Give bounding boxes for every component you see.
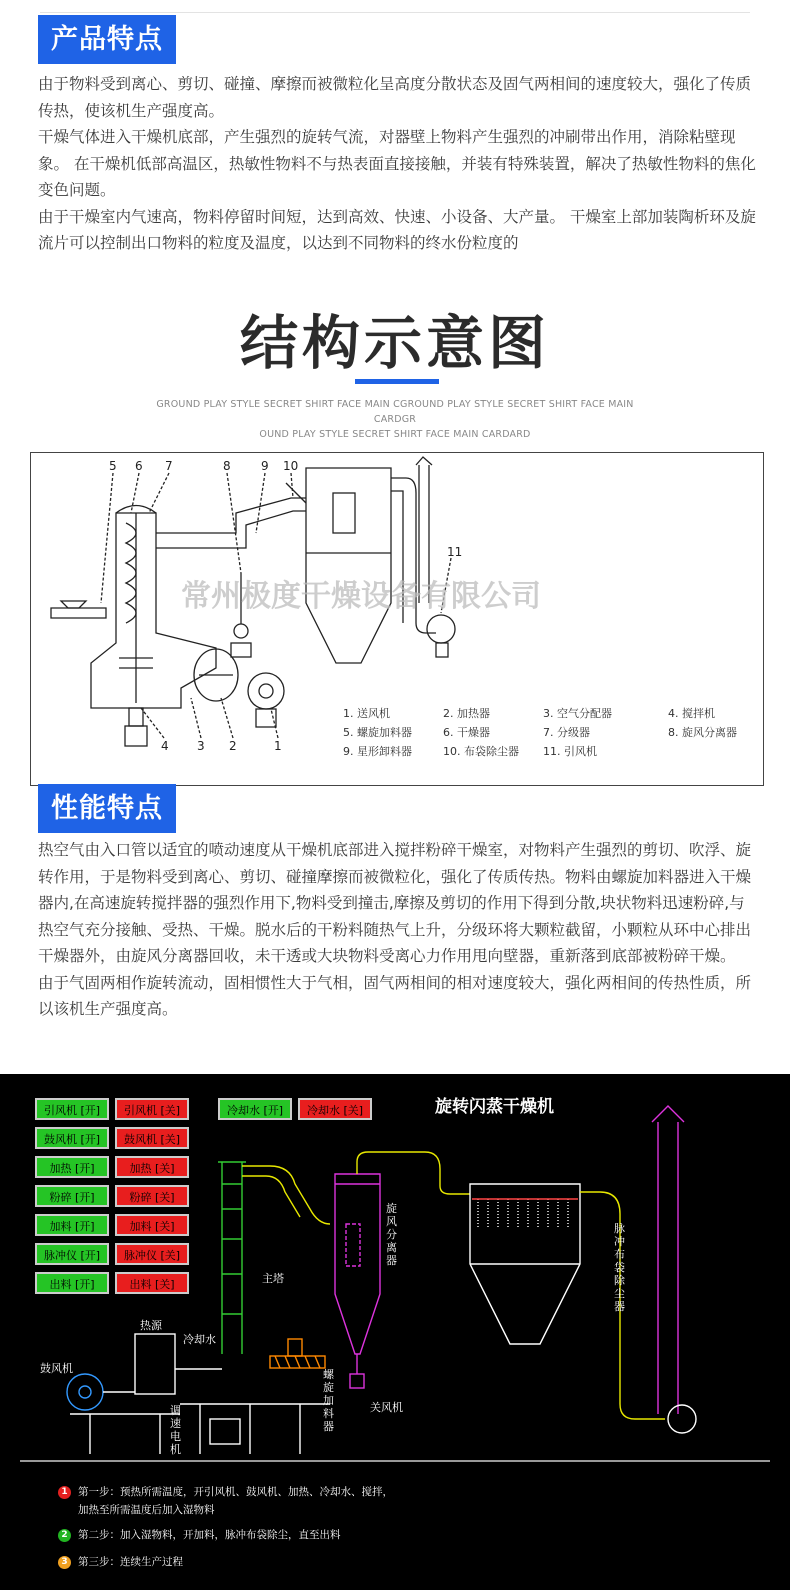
structure-subtitle: [150, 397, 640, 442]
blower-label: 鼓风机: [40, 1362, 73, 1375]
air-lock-label: 关风机: [370, 1401, 403, 1414]
legend-item: 11. 引风机: [543, 745, 597, 758]
legend-item: 7. 分级器: [543, 726, 590, 739]
feed-on-button[interactable]: 加料 [开]: [35, 1214, 109, 1236]
performance-paragraph: 由于气固两相作旋转流动，固相惯性大于气相，固气两相间的相对速度较大，强化两相间的传热性质，所以该机生产强度高。: [38, 973, 752, 1018]
structure-title: 结构示意图: [239, 309, 550, 377]
subtitle-line: GROUND PLAY STYLE SECRET SHIRT FACE MAIN CGROUND PLAY STYLE SECRET SHIRT FACE MAIN CARDGR: [156, 399, 634, 425]
features-paragraph: 干燥气体进入干燥机底部，产生强烈的旋转气流，对器壁上物料产生强烈的冲刷带出作用，消除粘壁现象。 在干燥机低部高温区，热敏性物料不与热表面直接接触，并装有特殊装置，解决了热敏性物料的焦化变色问题。: [38, 128, 756, 199]
legend-item: 5. 螺旋加料器: [343, 726, 412, 739]
fan-on-button[interactable]: 引风机 [开]: [35, 1098, 109, 1120]
top-divider: [40, 12, 750, 13]
screw-feeder-label: 螺旋加料器: [323, 1368, 334, 1433]
callout-2: 2: [229, 739, 237, 753]
legend-item: 3. 空气分配器: [543, 707, 612, 720]
performance-paragraph: 热空气由入口管以适宜的喷动速度从干燥机底部进入搅拌粉碎干燥室，对物料产生强烈的剪切、吹浮、旋转作用，于是物料受到离心、剪切、碰撞摩擦而被微粒化，强化了传质传热。物料由螺旋加料器进入干燥器内,在高速旋转搅拌器的强烈作用下,物料受到撞击,摩擦及剪切的作用下得到分散,块状物料迅速粉碎,与热空气充分接触、受热、干燥。脱水后的干粉料随热气上升，分级环将大颗粒截留，小颗粒从环中心排出干燥器外，由旋风分离器回收，未干透或大块物料受离心力作用甩向壁器，重新落到底部被粉碎干燥。: [38, 841, 752, 965]
step-1-text: 第一步：预热所需温度，开引风机、鼓风机、加热、冷却水、搅拌，: [78, 1486, 393, 1498]
legend-item: 8. 旋风分离器: [668, 726, 737, 739]
legend-item: 9. 星形卸料器: [343, 745, 412, 758]
crush-on-button[interactable]: 粉碎 [开]: [35, 1185, 109, 1207]
cooling-on-button[interactable]: 冷却水 [开]: [218, 1098, 292, 1120]
heat-source-label: 热源: [140, 1319, 162, 1332]
callout-1: 1: [274, 739, 282, 753]
watermark: 常州极度干燥设备有限公司: [181, 579, 541, 614]
legend-item: 10. 布袋除尘器: [443, 745, 519, 758]
callout-6: 6: [135, 459, 143, 473]
step-2-text: 第二步：加入湿物料，开加料，脉冲布袋除尘，直至出料: [78, 1529, 341, 1541]
heat-off-button[interactable]: 加热 [关]: [115, 1156, 189, 1178]
speed-motor-label: 调速电机: [170, 1404, 181, 1456]
blower-off-button[interactable]: 鼓风机 [关]: [115, 1127, 189, 1149]
title-underline: [355, 379, 439, 384]
callout-4: 4: [161, 739, 169, 753]
cyclone-label: 旋风分离器: [386, 1202, 397, 1267]
step-1-badge: 1: [58, 1486, 71, 1499]
features-paragraph: 由于物料受到离心、剪切、碰撞、摩擦而被微粒化呈高度分散状态及固气两相间的速度较大，强化了传质传热，使该机生产强度高。: [38, 75, 752, 120]
fan-off-button[interactable]: 引风机 [关]: [115, 1098, 189, 1120]
callout-7: 7: [165, 459, 173, 473]
step-3-text: 第三步：连续生产过程: [78, 1556, 183, 1568]
control-panel: [0, 1074, 790, 1590]
pulse-on-button[interactable]: 脉冲仪 [开]: [35, 1243, 109, 1265]
heat-on-button[interactable]: 加热 [开]: [35, 1156, 109, 1178]
structure-drawing: [31, 453, 763, 785]
callout-9: 9: [261, 459, 269, 473]
features-paragraph: 由于干燥室内气速高，物料停留时间短，达到高效、快速、小设备、大产量。 干燥室上部加装陶析环及旋流片可以控制出口物料的粒度及温度，以达到不同物料的终水份粒度的: [38, 207, 756, 252]
crush-off-button[interactable]: 粉碎 [关]: [115, 1185, 189, 1207]
blower-on-button[interactable]: 鼓风机 [开]: [35, 1127, 109, 1149]
feed-off-button[interactable]: 加料 [关]: [115, 1214, 189, 1236]
callout-11: 11: [447, 545, 463, 559]
discharge-on-button[interactable]: 出料 [开]: [35, 1272, 109, 1294]
step-1-text-cont: 加热至所需温度后加入湿物料: [78, 1504, 215, 1516]
pulse-off-button[interactable]: 脉冲仪 [关]: [115, 1243, 189, 1265]
callout-5: 5: [109, 459, 117, 473]
discharge-off-button[interactable]: 出料 [关]: [115, 1272, 189, 1294]
legend-item: 6. 干燥器: [443, 726, 490, 739]
section-tag-performance: 性能特点: [38, 784, 176, 833]
panel-title: 旋转闪蒸干燥机: [435, 1097, 554, 1117]
step-2-badge: 2: [58, 1529, 71, 1542]
performance-text: [38, 837, 760, 1023]
bag-filter-label: 脉冲布袋除尘器: [614, 1222, 625, 1313]
callout-8: 8: [223, 459, 231, 473]
legend-item: 2. 加热器: [443, 707, 490, 720]
callout-10: 10: [283, 459, 299, 473]
cooling-off-button[interactable]: 冷却水 [关]: [298, 1098, 372, 1120]
features-text: [38, 71, 760, 257]
section-tag-features: 产品特点: [38, 15, 176, 64]
step-3-badge: 3: [58, 1556, 71, 1569]
callout-3: 3: [197, 739, 205, 753]
structure-diagram: [30, 452, 764, 786]
legend-item: 4. 搅拌机: [668, 707, 715, 720]
main-tower-label: 主塔: [262, 1272, 284, 1285]
subtitle-line: OUND PLAY STYLE SECRET SHIRT FACE MAIN CARDARD: [259, 429, 531, 440]
cooling-water-label: 冷却水: [183, 1333, 216, 1346]
legend-item: 1. 送风机: [343, 707, 390, 720]
